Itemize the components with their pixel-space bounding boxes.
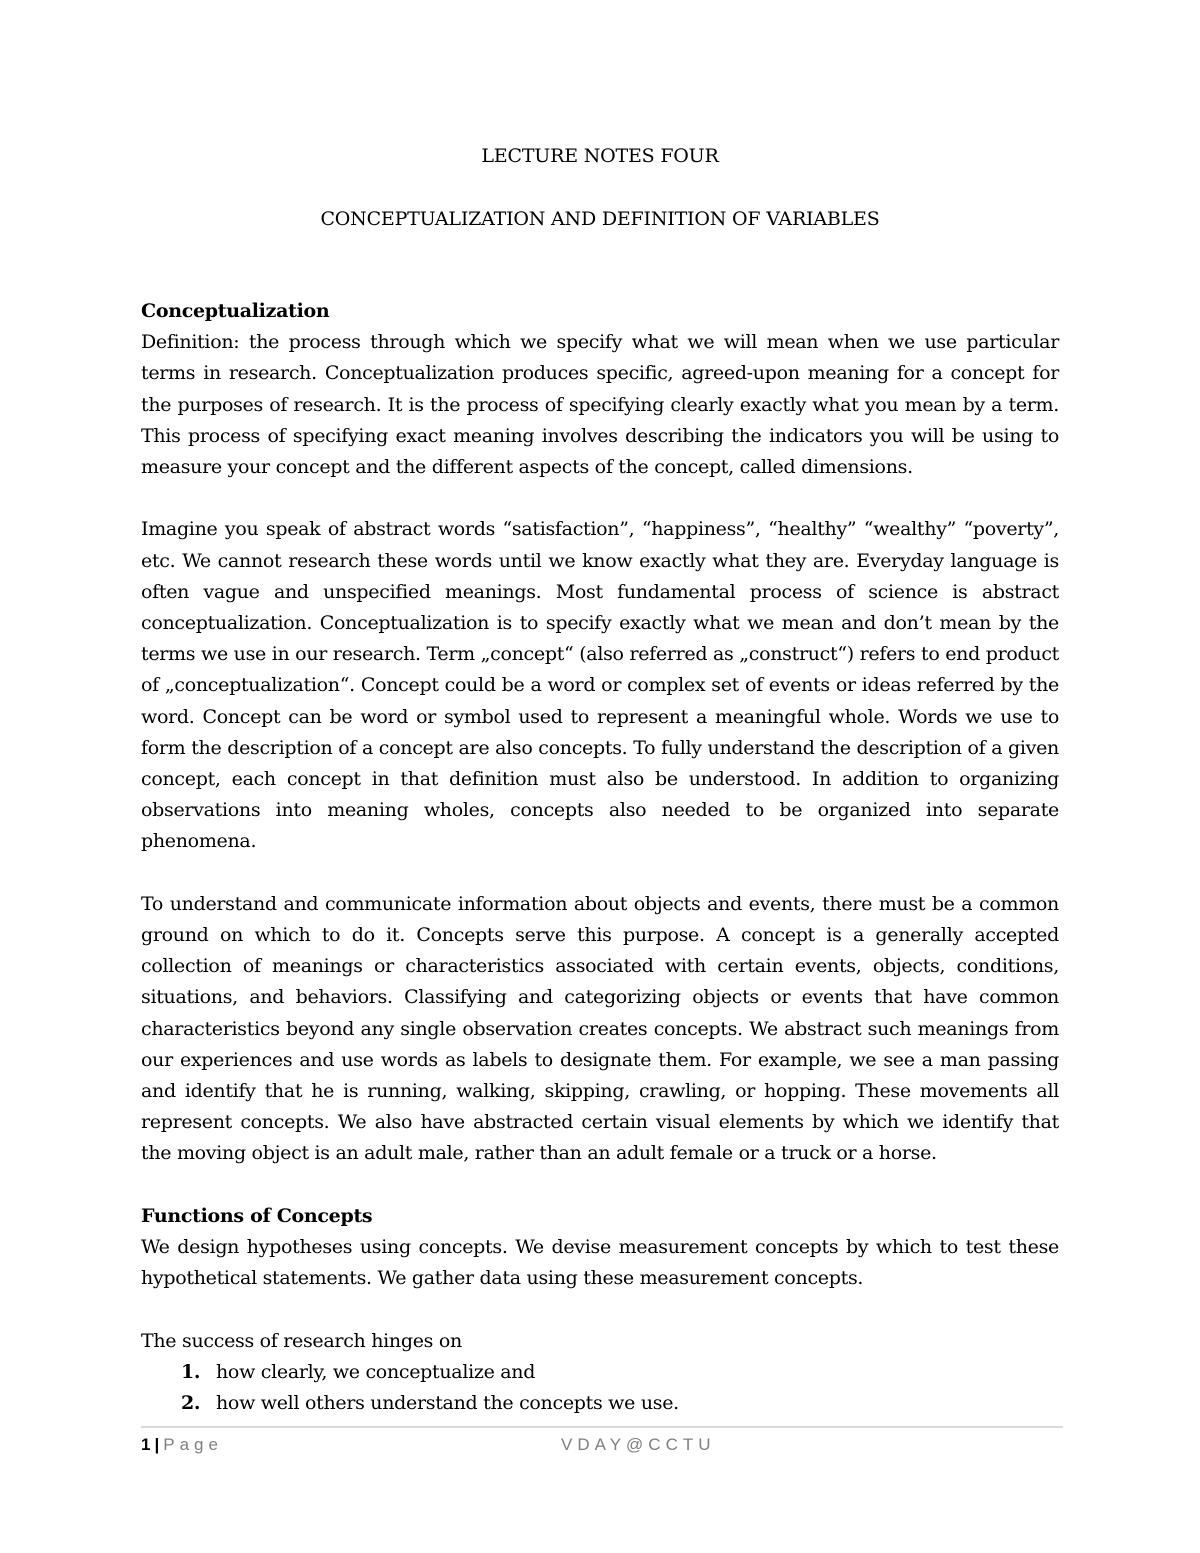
list-item-text: how clearly, we conceptualize and bbox=[216, 1360, 536, 1383]
list-item-number: 2. bbox=[181, 1392, 201, 1415]
document-title: LECTURE NOTES FOUR bbox=[481, 145, 719, 167]
document-subtitle: CONCEPTUALIZATION AND DEFINITION OF VARIABLES bbox=[320, 208, 880, 230]
paragraph-success: The success of research hinges on bbox=[141, 1329, 462, 1352]
paragraph-abstract-words: Imagine you speak of abstract words “satisfaction”, “happiness”, “healthy” “wealthy” “poverty”, etc. We cannot research these words until we know exactly what they are. Everyday language is often vague and unspecified meanings. Most fundamental process of science is abstract conceptualization. Conceptualization is to specify exactly what we mean and don’t mean by the terms we use in our research. Term „concept“ (also referred as „construct“) refers to end product of „conceptualization“. Concept could be a word or complex set of events or ideas referred by the word. Concept can be word or symbol used to represent a meaningful whole. Words we use to form the description of a concept are also concepts. To fully understand the description of a given concept, each concept in that definition must also be understood. In addition to organizing observations into meaning wholes, concepts also needed to be organized into separate phenomena. bbox=[141, 518, 1059, 853]
paragraph-spacer bbox=[141, 858, 1059, 889]
page-separator: | bbox=[154, 1435, 160, 1454]
list-item-text: how well others understand the concepts we use. bbox=[216, 1392, 679, 1415]
paragraph-spacer bbox=[141, 483, 1059, 514]
footer-divider bbox=[141, 1426, 1063, 1428]
page-number: 1 bbox=[141, 1435, 151, 1454]
paragraph-spacer bbox=[141, 1170, 1059, 1201]
footer-author: VDAY@CCTU bbox=[561, 1435, 716, 1454]
section-heading-conceptualization: Conceptualization bbox=[141, 300, 330, 322]
page-label: Page bbox=[163, 1435, 223, 1454]
paragraph-spacer bbox=[141, 1294, 1059, 1325]
numbered-list bbox=[141, 1357, 1059, 1419]
paragraph-definition: Definition: the process through which we specify what we will mean when we use particular terms in research. Conceptualization produces specific, agreed-upon meaning for a concept for the purposes of research. It is the process of specifying clearly exactly what you mean by a term. This process of specifying exact meaning involves describing the indicators you will be using to measure your concept and the different aspects of the concept, called dimensions. bbox=[141, 331, 1059, 479]
list-item bbox=[141, 1357, 1059, 1388]
paragraph-hypotheses: We design hypotheses using concepts. We devise measurement concepts by which to test these hypothetical statements. We gather data using these measurement concepts. bbox=[141, 1236, 1059, 1290]
page-footer bbox=[141, 1432, 1063, 1458]
section-heading-functions: Functions of Concepts bbox=[141, 1204, 373, 1227]
document-body bbox=[141, 296, 1059, 1419]
paragraph-common-ground: To understand and communicate information about objects and events, there must be a common ground on which to do it. Concepts serve this purpose. A concept is a generally accepted collection of meanings or characteristics associated with certain events, objects, conditions, situations, and behaviors. Classifying and categorizing objects or events that have common characteristics beyond any single observation creates concepts. We abstract such meanings from our experiences and use words as labels to designate them. For example, we see a man passing and identify that he is running, walking, skipping, crawling, or hopping. These movements all represent concepts. We also have abstracted certain visual elements by which we identify that the moving object is an adult male, rather than an adult female or a truck or a horse. bbox=[141, 892, 1059, 1165]
list-item-number: 1. bbox=[181, 1360, 201, 1383]
list-item bbox=[141, 1388, 1059, 1419]
